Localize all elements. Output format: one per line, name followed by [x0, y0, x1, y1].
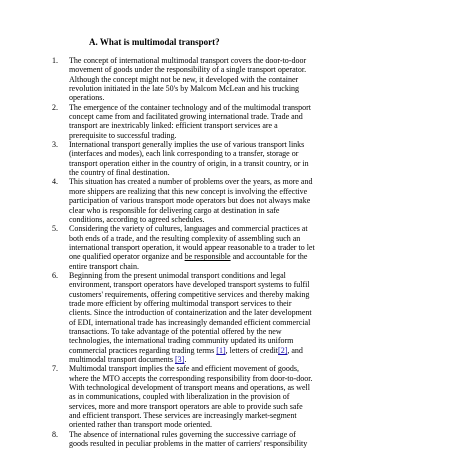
- line-text: commercial practices regarding trading terms: [69, 345, 217, 355]
- underlined-phrase: be responsible: [184, 252, 231, 262]
- item-line: The emergence of the container technology and of the multimodal transport: [69, 102, 311, 112]
- item-line: operations.: [69, 93, 105, 103]
- line-text: multimodal transport documents: [69, 355, 175, 364]
- item-line: Beginning from the present unimodal transport conditions and legal: [69, 270, 286, 280]
- item-line: concept came from and facilitated growing international trade. Trade and: [69, 112, 303, 122]
- item-line: customers' requirements, offering competitive services and thereby making: [69, 289, 310, 299]
- item-line: This situation has created a number of problems over the years, as more and: [69, 177, 313, 187]
- item-line: transactions. To take advantage of the potential offered by the new: [69, 326, 282, 336]
- line-text: , letters of credit: [225, 345, 279, 355]
- footnote-link-3[interactable]: [3]: [174, 355, 185, 364]
- item-line: International transport generally implies the use of various transport links: [69, 140, 305, 150]
- item-line: of EDI, international trade has increasingly demanded efficient commercial: [69, 317, 311, 327]
- item-number: 1.: [52, 56, 58, 65]
- item-line: [69, 355, 450, 364]
- item-line: entire transport chain.: [69, 261, 139, 271]
- item-line: participation of various transport mode operators but does not always make: [69, 196, 311, 206]
- footnote-link-1[interactable]: [1]: [216, 345, 226, 355]
- item-line: as in communications, coupled with liberalization in the provision of: [69, 392, 290, 402]
- item-line: more shippers are realizing that this new concept is involving the effective: [69, 186, 308, 196]
- item-line: trade more efficient by offering multimodal transport services to their: [69, 298, 292, 308]
- list-item: [42, 364, 450, 429]
- list-item: [42, 140, 450, 177]
- list-item: [42, 271, 450, 364]
- item-line: The concept of international multimodal transport covers the door-to-door: [69, 56, 307, 65]
- item-number: 2.: [52, 102, 58, 112]
- item-line: [69, 252, 450, 261]
- item-line: With technological development of transport means and operations, as well: [69, 383, 310, 393]
- item-line: transport operation either in the country of origin, in a transit country, or in: [69, 158, 309, 168]
- line-text: one qualified operator organize and: [69, 252, 185, 262]
- item-line: Multimodal transport implies the safe and efficient movement of goods,: [69, 364, 300, 374]
- item-line: Although the concept might not be new, it developed with the container: [69, 74, 299, 84]
- numbered-list: [42, 56, 450, 448]
- list-item: [42, 177, 450, 224]
- item-line: clear who is responsible for delivering cargo at destination in safe: [69, 205, 280, 215]
- item-line: (interfaces and modes), each link corresponding to a transfer, storage or: [69, 149, 299, 159]
- line-text: .: [184, 355, 187, 364]
- section-heading: A. What is multimodal transport?: [89, 37, 220, 47]
- line-text: , and: [287, 345, 303, 355]
- item-line: services, more and more transport operators are able to provide such safe: [69, 401, 303, 411]
- item-number: 3.: [52, 140, 58, 150]
- item-line: and efficient transport. These services are increasingly market-segment: [69, 411, 297, 421]
- list-item: [42, 56, 450, 103]
- item-line: the country of final destination.: [69, 168, 170, 178]
- item-line: environment, transport operators have developed transport systems to fulfil: [69, 280, 310, 290]
- item-number: 7.: [52, 364, 58, 374]
- item-number: 6.: [52, 270, 58, 280]
- item-line: Considering the variety of cultures, languages and commercial practices at: [69, 224, 308, 234]
- item-number: 4.: [52, 177, 58, 187]
- item-number: 5.: [52, 224, 58, 234]
- footnote-link-2[interactable]: [2]: [278, 345, 288, 355]
- item-line: conditions, according to agreed schedules.: [69, 214, 205, 224]
- item-line: movement of goods under the responsibility of a single transport operator.: [69, 65, 307, 75]
- item-line: revolution initiated in the late 50's by Malcom McLean and his trucking: [69, 84, 300, 94]
- item-line: transport are inextricably linked: efficient transport services are a: [69, 121, 278, 131]
- item-line: both ends of a trade, and the resulting complexity of assembling such an: [69, 233, 301, 243]
- item-line: The absence of international rules governing the successive carriage of: [69, 429, 296, 439]
- item-line: international transport operation, it would appear reasonable to a trader to let: [69, 242, 315, 252]
- list-item: [42, 103, 450, 140]
- list-item: [42, 224, 450, 271]
- item-line: technologies, the international trading community updated its uniform: [69, 336, 294, 346]
- item-line: prerequisite to successful trading.: [69, 130, 177, 140]
- line-text: and accountable for the: [230, 252, 308, 262]
- item-line: goods resulted in peculiar problems in the matter of carriers' responsibility: [69, 439, 308, 449]
- item-line: clients. Since the introduction of containerization and the later development: [69, 308, 312, 318]
- item-number: 8.: [52, 429, 58, 439]
- item-line: oriented rather than transport mode oriented.: [69, 420, 213, 430]
- list-item: [42, 430, 450, 449]
- item-line: where the MTO accepts the corresponding responsibility from door-to-door.: [69, 373, 313, 383]
- item-line: [69, 346, 450, 355]
